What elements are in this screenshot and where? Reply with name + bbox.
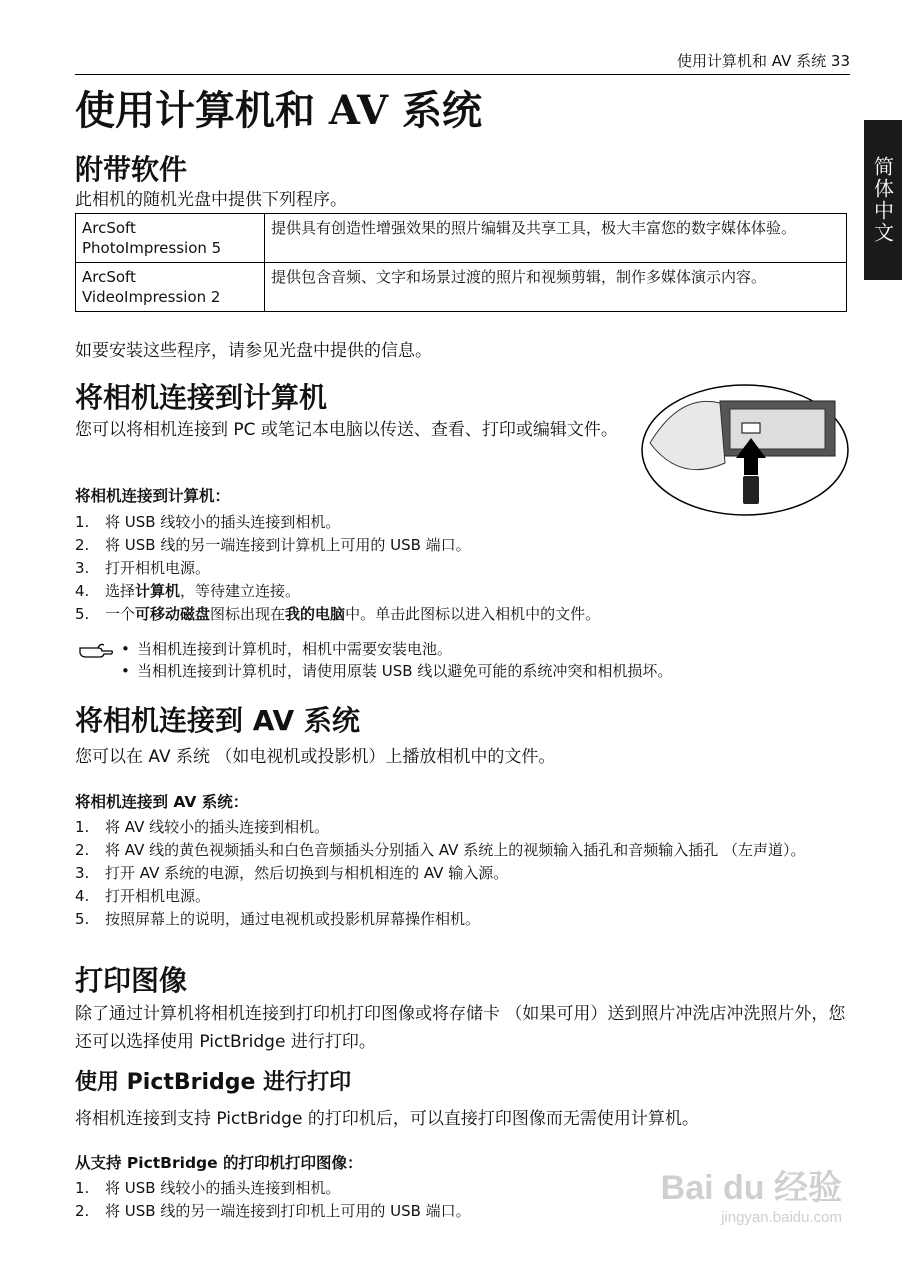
list-item: 2. 将 USB 线的另一端连接到计算机上可用的 USB 端口。 — [75, 536, 471, 554]
list-item: 5. 一个可移动磁盘图标出现在我的电脑中。单击此图标以进入相机中的文件。 — [75, 605, 601, 623]
note-item: • 当相机连接到计算机时，请使用原装 USB 线以避免可能的系统冲突和相机损坏。 — [121, 662, 673, 680]
software-description: 提供包含音频、文字和场景过渡的照片和视频剪辑，制作多媒体演示内容。 — [265, 263, 847, 312]
list-item: 2. 将 USB 线的另一端连接到打印机上可用的 USB 端口。 — [75, 1202, 471, 1220]
list-item: 1. 将 AV 线较小的插头连接到相机。 — [75, 818, 330, 836]
software-description: 提供具有创造性增强效果的照片编辑及共享工具，极大丰富您的数字媒体体验。 — [265, 214, 847, 263]
list-item: 4. 选择计算机，等待建立连接。 — [75, 582, 301, 600]
software-intro: 此相机的随机光盘中提供下列程序。 — [75, 190, 347, 210]
software-outro: 如要安装这些程序，请参见光盘中提供的信息。 — [75, 341, 432, 361]
table-row — [76, 263, 847, 312]
list-item: 1. 将 USB 线较小的插头连接到相机。 — [75, 1179, 341, 1197]
software-name: ArcSoft PhotoImpression 5 — [76, 214, 265, 263]
av-intro: 您可以在 AV 系统 （如电视机或投影机）上播放相机中的文件。 — [75, 747, 556, 767]
list-item: 3. 打开 AV 系统的电源，然后切换到与相机相连的 AV 输入源。 — [75, 864, 509, 882]
list-item: 4. 打开相机电源。 — [75, 887, 211, 905]
av-steps — [75, 817, 845, 932]
list-item: 1. 将 USB 线较小的插头连接到相机。 — [75, 513, 341, 531]
note-item: • 当相机连接到计算机时，相机中需要安装电池。 — [121, 640, 453, 658]
software-name: ArcSoft VideoImpression 2 — [76, 263, 265, 312]
pictbridge-intro: 将相机连接到支持 PictBridge 的打印机后，可以直接打印图像而无需使用计算机。 — [75, 1109, 699, 1129]
usb-connection-illustration — [640, 383, 850, 518]
table-row — [76, 214, 847, 263]
pc-intro: 您可以将相机连接到 PC 或笔记本电脑以传送、查看、打印或编辑文件。 — [75, 420, 618, 440]
print-heading: 打印图像 — [75, 964, 188, 997]
language-tab: 简体中文 — [864, 120, 902, 280]
page-title: 使用计算机和 AV 系统 — [75, 87, 483, 134]
pc-notes — [75, 639, 855, 683]
list-item: 2. 将 AV 线的黄色视频插头和白色音频插头分别插入 AV 系统上的视频输入插孔和音频输入插孔 （左声道）。 — [75, 841, 806, 859]
page-header: 使用计算机和 AV 系统 33 — [677, 52, 850, 70]
list-item: 3. 打开相机电源。 — [75, 559, 211, 577]
pc-subheading: 将相机连接到计算机： — [75, 487, 231, 505]
pc-steps — [75, 512, 855, 627]
print-intro: 除了通过计算机将相机连接到打印机打印图像或将存储卡 （如果可用）送到照片冲洗店冲洗照片外，您还可以选择使用 PictBridge 进行打印。 — [75, 1004, 846, 1052]
list-item: 5. 按照屏幕上的说明，通过电视机或投影机屏幕操作相机。 — [75, 910, 481, 928]
av-heading: 将相机连接到 AV 系统 — [75, 704, 360, 737]
av-subheading: 将相机连接到 AV 系统： — [75, 793, 249, 811]
software-heading: 附带软件 — [75, 153, 188, 186]
header-rule — [75, 74, 850, 75]
baidu-watermark: Bai du 经验 jingyan.baidu.com — [660, 1169, 842, 1226]
print-subheading: 从支持 PictBridge 的打印机打印图像： — [75, 1154, 363, 1172]
pictbridge-heading: 使用 PictBridge 进行打印 — [75, 1070, 352, 1095]
software-table — [75, 213, 847, 312]
pc-heading: 将相机连接到计算机 — [75, 381, 328, 414]
